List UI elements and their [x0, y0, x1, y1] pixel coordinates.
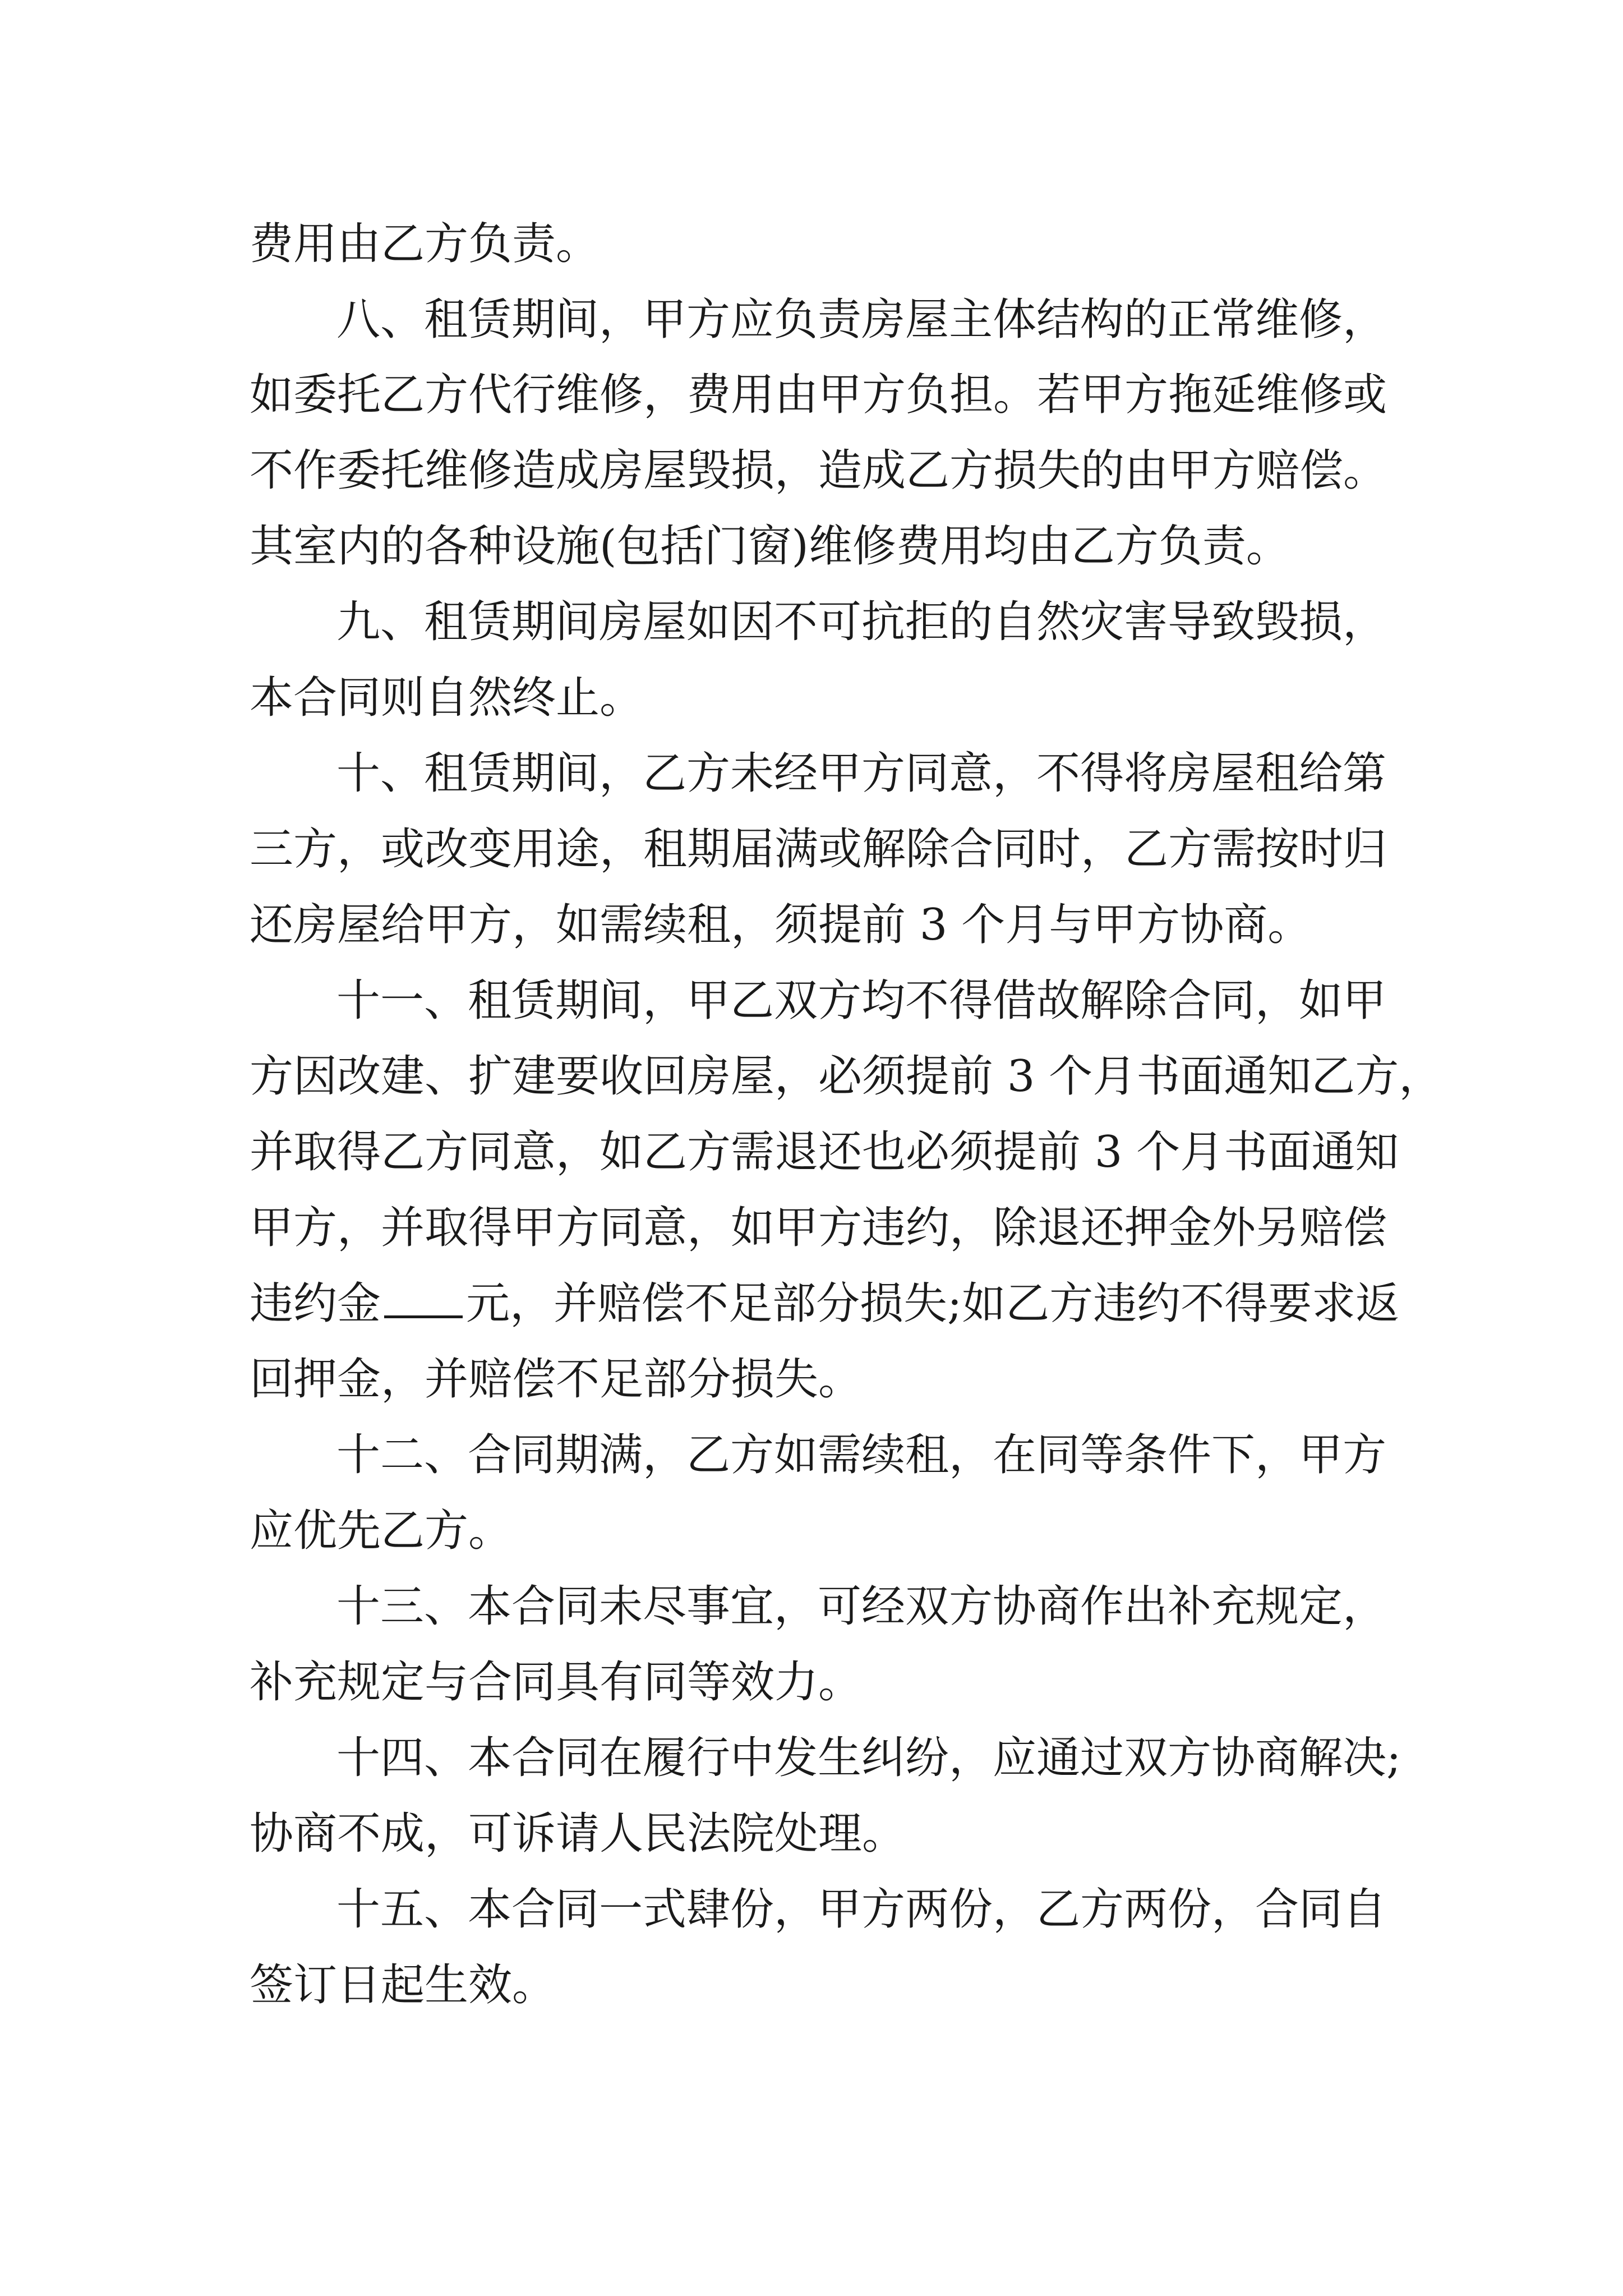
text-line: 签订日起生效。: [250, 1960, 556, 2010]
clause-15-heading-line: 十五、本合同一式肆份，甲方两份，乙方两份，合同自: [336, 1884, 1387, 1935]
clause-11-heading-line: 十一、租赁期间，甲乙双方均不得借故解除合同，如甲: [336, 976, 1387, 1026]
clause-14-heading-line: 十四、本合同在履行中发生纠纷，应通过双方协商解决;: [336, 1733, 1401, 1783]
clause-12-heading-line: 十二、合同期满，乙方如需续租，在同等条件下，甲方: [336, 1430, 1387, 1480]
text-line: 三方，或改变用途，租期届满或解除合同时，乙方需按时归: [250, 824, 1387, 875]
text-line: 本合同则自然终止。: [250, 673, 644, 723]
penalty-line: [250, 1270, 1399, 1337]
text-line: 费用由乙方负责。: [250, 219, 600, 269]
clause-9-heading-line: 九、租赁期间房屋如因不可抗拒的自然灾害导致毁损，: [336, 597, 1387, 647]
clause-13-heading-line: 十三、本合同未尽事宜，可经双方协商作出补充规定，: [336, 1581, 1387, 1632]
text-line: 回押金，并赔偿不足部分损失。: [250, 1354, 863, 1405]
clause-10-heading-line: 十、租赁期间，乙方未经甲方同意，不得将房屋租给第: [336, 748, 1387, 799]
amount-blank: [384, 1278, 463, 1318]
penalty-text: 元，并赔偿不足部分损失;如乙方违约不得要求返: [466, 1278, 1400, 1329]
text-line: 如委托乙方代行维修，费用由甲方负担。若甲方拖延维修或: [250, 370, 1387, 420]
text-line: 其室内的各种设施(包括门窗)维修费用均由乙方负责。: [250, 521, 1290, 572]
text-line: 应优先乙方。: [250, 1506, 513, 1556]
text-line: 协商不成，可诉请人民法院处理。: [250, 1809, 906, 1859]
text-line: 不作委托维修造成房屋毁损，造成乙方损失的由甲方赔偿。: [250, 445, 1387, 496]
penalty-label: 违约金: [250, 1278, 381, 1329]
text-line: 补充规定与合同具有同等效力。: [250, 1657, 863, 1708]
text-line: 甲方，并取得甲方同意，如甲方违约，除退还押金外另赔偿: [250, 1203, 1387, 1253]
text-line: 并取得乙方同意，如乙方需退还也必须提前 3 个月书面通知: [250, 1127, 1399, 1177]
clause-8-heading-line: 八、租赁期间，甲方应负责房屋主体结构的正常维修，: [336, 295, 1387, 345]
text-line: 方因改建、扩建要收回房屋，必须提前 3 个月书面通知乙方，: [250, 1051, 1443, 1102]
text-line: 还房屋给甲方，如需续租，须提前 3 个月与甲方协商。: [250, 900, 1312, 950]
